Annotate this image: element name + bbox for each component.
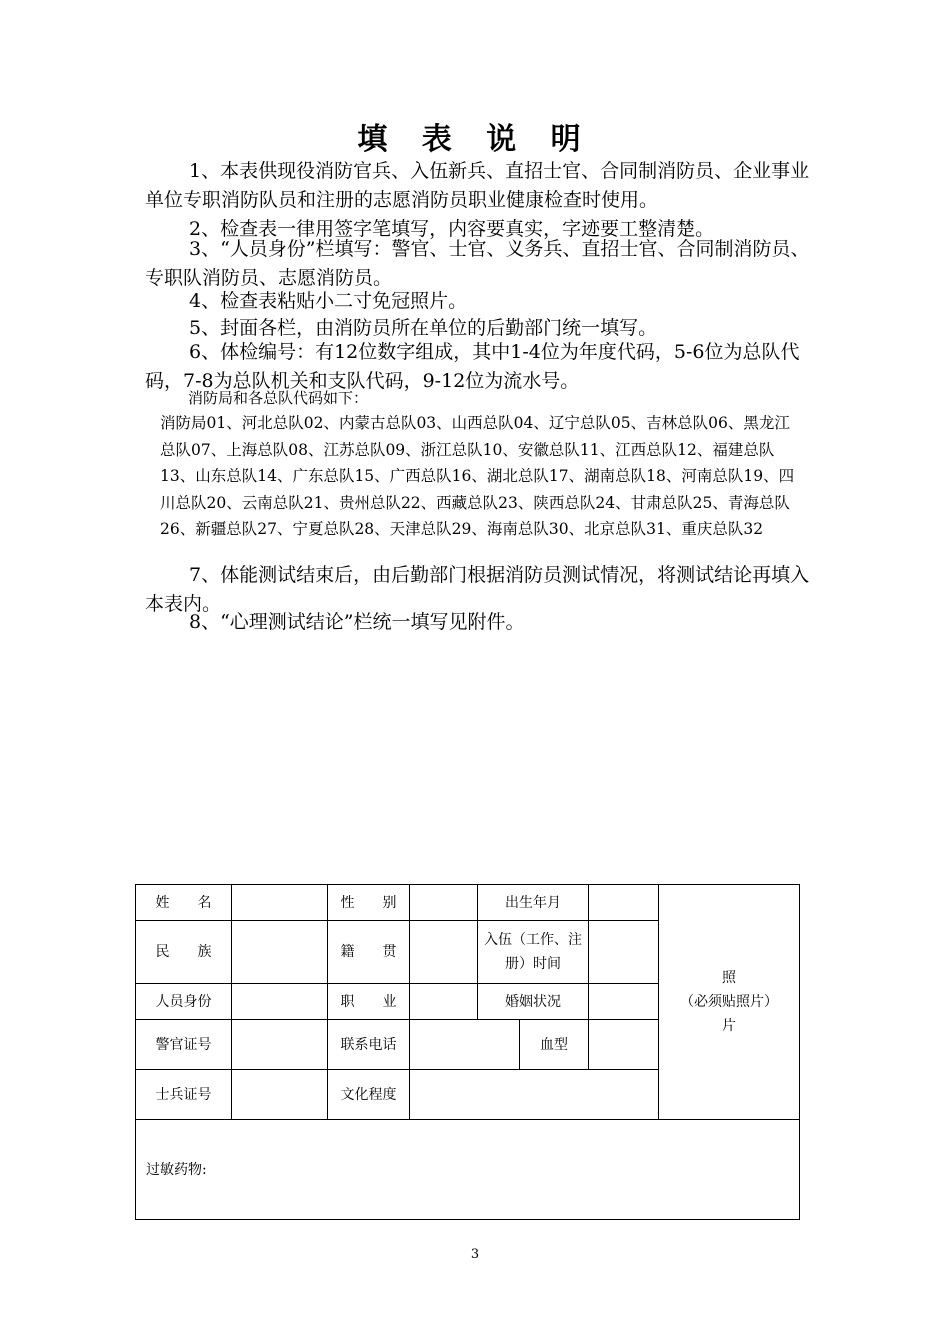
blood-type-field[interactable] [589, 1020, 659, 1070]
photo-label-bottom: 片 [722, 1018, 736, 1034]
education-field[interactable] [410, 1070, 659, 1120]
soldier-id-field[interactable] [232, 1070, 328, 1120]
photo-box[interactable] [659, 885, 800, 1120]
instruction-2: 2、检查表一律用签字笔填写，内容要真实，字迹要工整清楚。 [189, 218, 715, 240]
page-title: 填 表 说 明 [357, 122, 593, 157]
gender-field[interactable] [410, 885, 478, 921]
instruction-1: 1、本表供现役消防官兵、入伍新兵、直招士官、合同制消防员、企业事业单位专职消防队员和注册的志愿消防员职业健康检查时使用。 [145, 160, 810, 211]
photo-label-note: （必须贴照片） [680, 994, 778, 1010]
ethnicity-label: 民 族 [136, 921, 232, 984]
officer-id-field[interactable] [232, 1020, 328, 1070]
birth-field[interactable] [589, 885, 659, 921]
name-field[interactable] [232, 885, 328, 921]
birth-label: 出生年月 [478, 885, 589, 921]
allergy-field[interactable] [136, 1120, 800, 1220]
allergy-label: 过敏药物: [146, 1161, 207, 1178]
education-label: 文化程度 [328, 1070, 410, 1120]
gender-label: 性 别 [328, 885, 410, 921]
ethnicity-field[interactable] [232, 921, 328, 984]
occupation-field[interactable] [410, 984, 478, 1020]
native-place-field[interactable] [410, 921, 478, 984]
instruction-8: 8、“心理测试结论”栏统一填写见附件。 [189, 611, 525, 633]
blood-type-label: 血型 [520, 1020, 589, 1070]
team-codes: 消防局01、河北总队02、内蒙古总队03、山西总队04、辽宁总队05、吉林总队06、黑龙江总队07、上海总队08、江苏总队09、浙江总队10、安徽总队11、江西总队12、福建总队13、山东总队14、广东总队15、广西总队16、湖北总队17、湖南总队18、河南总队19、四川总队20、云南总队21、贵州总队22、西藏总队23、陕西总队24、甘肃总队25、青海总队26、新疆总队27、宁夏总队28、天津总队29、海南总队30、北京总队31、重庆总队32 [160, 414, 795, 538]
instruction-7: 7、体能测试结束后，由后勤部门根据消防员测试情况，将测试结论再填入本表内。 [145, 564, 810, 615]
instruction-6: 6、体检编号：有12位数字组成，其中1-4位为年度代码，5-6位为总队代码，7-8为总队机关和支队代码，9-12位为流水号。 [145, 341, 800, 392]
phone-field[interactable] [410, 1020, 520, 1070]
instruction-5: 5、封面各栏，由消防员所在单位的后勤部门统一填写。 [189, 317, 658, 339]
marital-label: 婚姻状况 [478, 984, 589, 1020]
page-number: 3 [470, 1247, 480, 1262]
identity-label: 人员身份 [136, 984, 232, 1020]
soldier-id-label: 士兵证号 [136, 1070, 232, 1120]
instruction-4: 4、检查表粘贴小二寸免冠照片。 [189, 290, 468, 312]
marital-field[interactable] [589, 984, 659, 1020]
native-place-label: 籍 贯 [328, 921, 410, 984]
phone-label: 联系电话 [328, 1020, 410, 1070]
occupation-label: 职 业 [328, 984, 410, 1020]
identity-field[interactable] [232, 984, 328, 1020]
photo-label-top: 照 [722, 970, 736, 986]
enlist-time-field[interactable] [589, 921, 659, 984]
enlist-time-label: 入伍（工作、注册）时间 [478, 921, 589, 984]
name-label: 姓 名 [136, 885, 232, 921]
instruction-3: 3、“人员身份”栏填写：警官、士官、义务兵、直招士官、合同制消防员、专职队消防员、志愿消防员。 [145, 238, 810, 289]
codes-heading: 消防局和各总队代码如下： [188, 389, 369, 407]
officer-id-label: 警官证号 [136, 1020, 232, 1070]
personal-info-table [135, 884, 800, 1220]
